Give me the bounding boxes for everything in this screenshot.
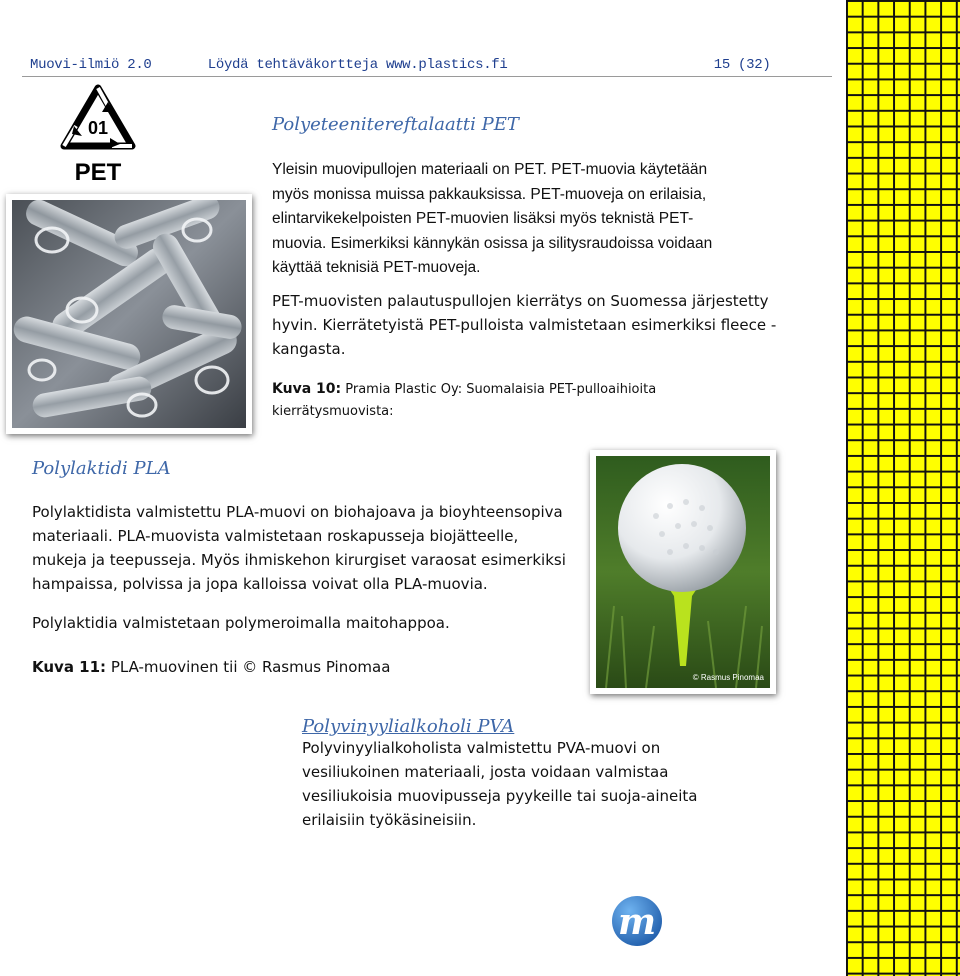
muovi-logo [610,894,664,948]
logo-letter: m [617,901,657,943]
pet-p1-line: elintarvikekelpoisten PET-muovien lisäksi myös teknistä PET- [272,210,694,227]
pet-code: PET [74,159,122,182]
pet-preforms-photo [6,194,252,434]
pva-line: vesiliukoisia muovipusseja pyykeille tai suoja-aineita [302,787,698,805]
pva-paragraph [302,736,822,832]
pet-p1-line: käyttää teknisiä PET-muoveja. [272,259,481,276]
header-site-text: Löydä tehtäväkortteja www.plastics.fi [207,57,508,73]
page-header [30,57,770,73]
pet-caption-text-2: kierrätysmuovista: [272,404,394,419]
pet-recycling-symbol [58,82,138,182]
pla-p1-line: Polylaktidista valmistettu PLA-muovi on biohajoava ja bioyhteensopiva [32,503,563,521]
pet-p1-line: myös monissa muissa pakkauksissa. PET-muoveja on erilaisia, [272,185,707,203]
pet-p2-line: hyvin. Kierrätetyistä PET-pulloista valmistetaan esimerkiksi fleece - [272,316,777,334]
golf-ball-image [596,456,770,688]
header-divider [22,76,832,77]
golf-ball-tee-photo [590,450,776,694]
pva-section-title: Polyvinyylialkoholi PVA [302,716,515,737]
header-page-number: 15 (32) [713,57,771,73]
pet-number: 01 [87,118,109,138]
recycle-icon [58,82,138,182]
pet-preforms-image [12,200,246,428]
pla-p1-line: hampaissa, polvissa ja jopa kalloissa voivat olla PLA-muovia. [32,575,488,593]
pla-section-title: Polylaktidi PLA [32,458,171,479]
pva-line: erilaisiin työkäsineisiin. [302,811,477,829]
pla-paragraph-1 [32,500,592,596]
pet-p2-line: PET-muovisten palautuspullojen kierrätys on Suomessa järjestetty [272,292,769,310]
pva-line: vesiliukoinen materiaali, josta voidaan valmistaa [302,763,669,781]
grid-margin-decoration [846,0,960,976]
pla-caption-label: Kuva 11: [32,658,107,676]
photo-credit: © Rasmus Pinomaa [692,673,764,682]
pet-caption-text: Pramia Plastic Oy: Suomalaisia PET-pulloaihioita [345,382,657,397]
pet-paragraph-2 [272,289,832,361]
header-course: Muovi-ilmiö 2.0 [30,57,152,73]
pla-caption [32,655,592,679]
pla-caption-text: PLA-muovinen tii © Rasmus Pinomaa [110,658,391,676]
pet-p2-line: kangasta. [272,340,346,358]
pet-p1-line: Yleisin muovipullojen materiaali on PET. PET-muovia käytetään [272,161,708,178]
pla-p1-line: mukeja ja teepusseja. Myös ihmiskehon kirurgiset varaosat esimerkiksi [32,551,566,569]
pet-caption-label: Kuva 10: [272,381,342,397]
pla-paragraph-2: Polylaktidia valmistetaan polymeroimalla maitohappoa. [32,614,450,632]
pet-caption [272,378,832,423]
pet-paragraph-1 [272,158,832,281]
pet-section-title: Polyeteenitereftalaatti PET [272,114,519,135]
pet-p1-line: muovia. Esimerkiksi kännykän osissa ja silitysraudoissa voidaan [272,234,713,252]
muovi-logo-icon [610,894,664,948]
pla-p1-line: materiaali. PLA-muovista valmistetaan roskapusseja biojätteelle, [32,527,519,545]
pva-line: Polyvinyylialkoholista valmistettu PVA-muovi on [302,739,661,757]
